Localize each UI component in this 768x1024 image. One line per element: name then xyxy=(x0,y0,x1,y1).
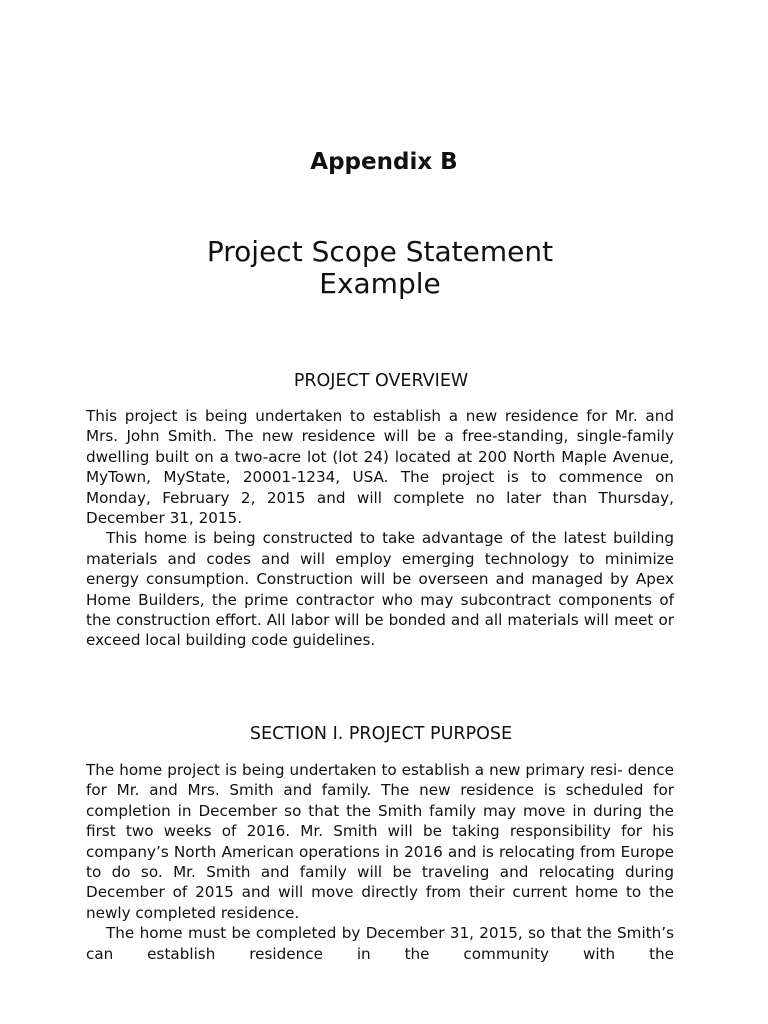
page-title xyxy=(0,236,760,300)
paragraph: This project is being undertaken to establish a new residence for Mr. and Mrs. John Smith. The new residence will be a free-standing, single-family dwelling built on a two-acre lot (lot 24) located at 200 North Maple Avenue, MyTown, MyState, 20001-1234, USA. The project is to commence on Monday, February 2, 2015 and will complete no later than Thursday, December 31, 2015. xyxy=(86,407,674,528)
section-heading-purpose: SECTION I. PROJECT PURPOSE xyxy=(249,724,513,744)
section-body-overview xyxy=(86,406,674,651)
paragraph: The home must be completed by December 31, 2015, so that the Smith’s can establish residence in the community with the xyxy=(86,924,674,963)
section-heading-overview: PROJECT OVERVIEW xyxy=(293,371,469,391)
section-body-purpose xyxy=(86,760,674,964)
title-line-2: Example xyxy=(319,267,441,300)
paragraph: The home project is being undertaken to establish a new primary resi- dence for Mr. and Mrs. Smith and family. The new residence is scheduled for completion in December so that the Smith family may move in during the first two weeks of 2016. Mr. Smith will be taking responsibility for his company’s North American operations in 2016 and is relocating from Europe to do so. Mr. Smith and family will be traveling and relocating during December of 2015 and will move directly from their current home to the newly completed residence. xyxy=(86,761,674,922)
paragraph: This home is being constructed to take advantage of the latest building materials and codes and will employ emerging technology to minimize energy consumption. Construction will be overseen and managed by Apex Home Builders, the prime contractor who may subcontract components of the construction effort. All labor will be bonded and all materials will meet or exceed local building code guidelines. xyxy=(86,529,674,650)
title-line-1: Project Scope Statement xyxy=(206,235,554,268)
appendix-label: Appendix B xyxy=(310,149,458,175)
